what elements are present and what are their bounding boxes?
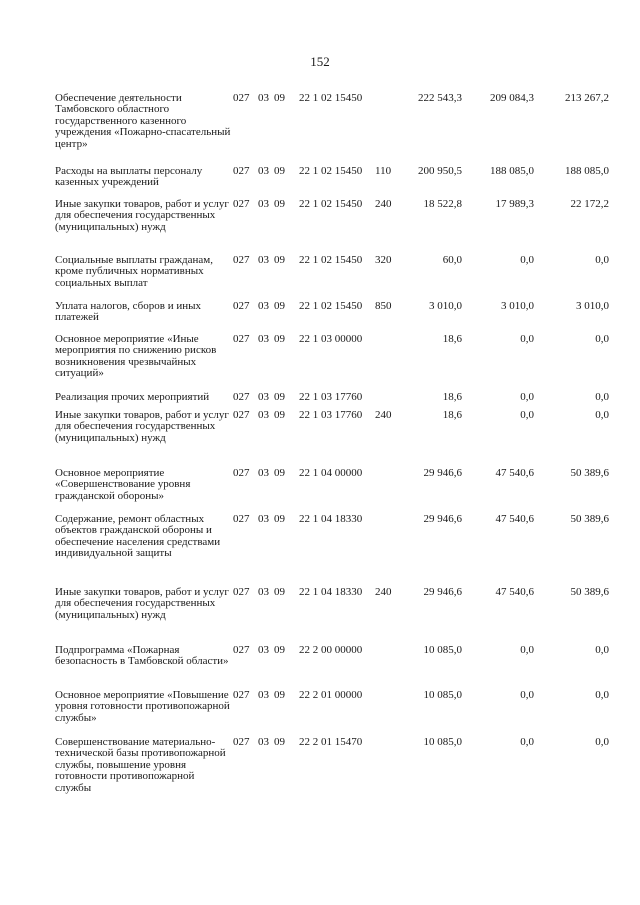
row-csr: 22 1 02 15450 <box>299 300 363 312</box>
page-number: 152 <box>310 54 330 69</box>
row-value-1: 10 085,0 <box>423 644 462 656</box>
row-value-1: 60,0 <box>442 254 462 266</box>
row-csr: 22 1 03 17760 <box>299 409 363 421</box>
row-value-2: 0,0 <box>520 333 534 345</box>
row-value-1: 200 950,5 <box>418 165 462 177</box>
row-value-3: 0,0 <box>595 391 609 403</box>
row-value-2: 47 540,6 <box>495 513 534 525</box>
row-value-3: 0,0 <box>595 644 609 656</box>
row-podrazdel: 09 <box>274 736 285 748</box>
row-razdel: 03 <box>258 254 269 266</box>
row-razdel: 03 <box>258 198 269 210</box>
row-vid: 850 <box>375 300 392 312</box>
row-value-2: 0,0 <box>520 689 534 701</box>
row-value-1: 29 946,6 <box>423 513 462 525</box>
row-name: Иные закупки товаров, работ и услуг для обеспечения государственных (муниципальных) нужд <box>55 409 229 444</box>
row-razdel: 03 <box>258 689 269 701</box>
row-podrazdel: 09 <box>274 513 285 525</box>
row-razdel: 03 <box>258 513 269 525</box>
row-vedom: 027 <box>233 198 250 210</box>
row-name: Основное мероприятие «Повышение уровня готовности противопожарной службы» <box>55 689 230 724</box>
row-csr: 22 1 02 15450 <box>299 254 363 266</box>
row-value-2: 17 989,3 <box>495 198 534 210</box>
row-razdel: 03 <box>258 644 269 656</box>
row-csr: 22 2 01 00000 <box>299 689 363 701</box>
row-value-2: 0,0 <box>520 644 534 656</box>
row-csr: 22 1 02 15450 <box>299 92 363 104</box>
row-value-3: 0,0 <box>595 409 609 421</box>
row-razdel: 03 <box>258 92 269 104</box>
row-value-1: 3 010,0 <box>429 300 462 312</box>
row-razdel: 03 <box>258 586 269 598</box>
row-value-1: 18 522,8 <box>423 198 462 210</box>
row-name: Социальные выплаты гражданам, кроме публичных нормативных социальных выплат <box>55 254 213 289</box>
row-vedom: 027 <box>233 586 250 598</box>
row-value-3: 3 010,0 <box>576 300 609 312</box>
row-value-3: 50 389,6 <box>570 513 609 525</box>
row-podrazdel: 09 <box>274 92 285 104</box>
row-value-3: 188 085,0 <box>565 165 609 177</box>
row-name: Совершенствование материально-технической базы противопожарной службы, повышение уровня готовности противопожарной службы <box>55 736 226 794</box>
row-vedom: 027 <box>233 254 250 266</box>
row-value-2: 3 010,0 <box>501 300 534 312</box>
row-vedom: 027 <box>233 467 250 479</box>
row-razdel: 03 <box>258 165 269 177</box>
row-razdel: 03 <box>258 467 269 479</box>
row-name: Реализация прочих мероприятий <box>55 391 210 403</box>
row-podrazdel: 09 <box>274 467 285 479</box>
row-csr: 22 2 01 15470 <box>299 736 363 748</box>
row-podrazdel: 09 <box>274 333 285 345</box>
row-vedom: 027 <box>233 513 250 525</box>
row-vedom: 027 <box>233 165 250 177</box>
row-value-2: 47 540,6 <box>495 467 534 479</box>
row-value-2: 0,0 <box>520 736 534 748</box>
row-value-1: 29 946,6 <box>423 586 462 598</box>
row-value-2: 47 540,6 <box>495 586 534 598</box>
row-value-1: 29 946,6 <box>423 467 462 479</box>
row-value-3: 50 389,6 <box>570 467 609 479</box>
row-podrazdel: 09 <box>274 198 285 210</box>
row-csr: 22 1 03 00000 <box>299 333 363 345</box>
row-value-2: 209 084,3 <box>490 92 534 104</box>
row-vedom: 027 <box>233 736 250 748</box>
row-csr: 22 1 02 15450 <box>299 198 363 210</box>
row-value-3: 0,0 <box>595 736 609 748</box>
row-vid: 240 <box>375 586 392 598</box>
row-name: Основное мероприятие «Совершенствование уровня гражданской обороны» <box>55 467 191 502</box>
row-value-2: 0,0 <box>520 409 534 421</box>
row-name: Обеспечение деятельности Тамбовского областного государственного казенного учреждения «Пожарно-спасательный центр» <box>55 92 231 150</box>
row-vedom: 027 <box>233 409 250 421</box>
row-value-3: 22 172,2 <box>570 198 609 210</box>
row-name: Иные закупки товаров, работ и услуг для обеспечения государственных (муниципальных) нужд <box>55 586 229 621</box>
row-vid: 240 <box>375 198 392 210</box>
row-csr: 22 1 04 18330 <box>299 513 363 525</box>
row-razdel: 03 <box>258 300 269 312</box>
row-razdel: 03 <box>258 333 269 345</box>
row-podrazdel: 09 <box>274 689 285 701</box>
row-vid: 110 <box>375 165 392 177</box>
row-podrazdel: 09 <box>274 644 285 656</box>
row-csr: 22 1 03 17760 <box>299 391 363 403</box>
row-csr: 22 1 02 15450 <box>299 165 363 177</box>
row-csr: 22 2 00 00000 <box>299 644 363 656</box>
row-vedom: 027 <box>233 333 250 345</box>
row-name: Содержание, ремонт областных объектов гражданской обороны и обеспечение населения средствами индивидуальной защиты <box>55 513 221 560</box>
row-name: Подпрограмма «Пожарная безопасность в Тамбовской области» <box>55 644 229 668</box>
row-value-1: 222 543,3 <box>418 92 462 104</box>
row-razdel: 03 <box>258 391 269 403</box>
row-value-3: 0,0 <box>595 333 609 345</box>
row-value-2: 0,0 <box>520 254 534 266</box>
row-podrazdel: 09 <box>274 391 285 403</box>
row-razdel: 03 <box>258 409 269 421</box>
row-value-2: 188 085,0 <box>490 165 534 177</box>
row-vedom: 027 <box>233 391 250 403</box>
row-value-1: 18,6 <box>442 333 462 345</box>
row-vid: 320 <box>375 254 392 266</box>
row-value-3: 213 267,2 <box>565 92 609 104</box>
row-name: Иные закупки товаров, работ и услуг для обеспечения государственных (муниципальных) нужд <box>55 198 229 233</box>
row-vedom: 027 <box>233 92 250 104</box>
row-value-3: 50 389,6 <box>570 586 609 598</box>
row-name: Основное мероприятие «Иные мероприятия по снижению рисков возникновения чрезвычайных ситуаций» <box>55 333 217 380</box>
row-podrazdel: 09 <box>274 165 285 177</box>
row-value-3: 0,0 <box>595 689 609 701</box>
row-value-1: 10 085,0 <box>423 689 462 701</box>
row-vedom: 027 <box>233 689 250 701</box>
row-podrazdel: 09 <box>274 300 285 312</box>
row-razdel: 03 <box>258 736 269 748</box>
row-vedom: 027 <box>233 644 250 656</box>
row-value-1: 10 085,0 <box>423 736 462 748</box>
row-value-2: 0,0 <box>520 391 534 403</box>
row-csr: 22 1 04 18330 <box>299 586 363 598</box>
row-podrazdel: 09 <box>274 409 285 421</box>
row-name: Уплата налогов, сборов и иных платежей <box>55 300 202 324</box>
row-vedom: 027 <box>233 300 250 312</box>
row-podrazdel: 09 <box>274 254 285 266</box>
row-value-3: 0,0 <box>595 254 609 266</box>
row-vid: 240 <box>375 409 392 421</box>
row-value-1: 18,6 <box>442 391 462 403</box>
row-value-1: 18,6 <box>442 409 462 421</box>
row-name: Расходы на выплаты персоналу казенных учреждений <box>55 165 203 189</box>
row-csr: 22 1 04 00000 <box>299 467 363 479</box>
row-podrazdel: 09 <box>274 586 285 598</box>
